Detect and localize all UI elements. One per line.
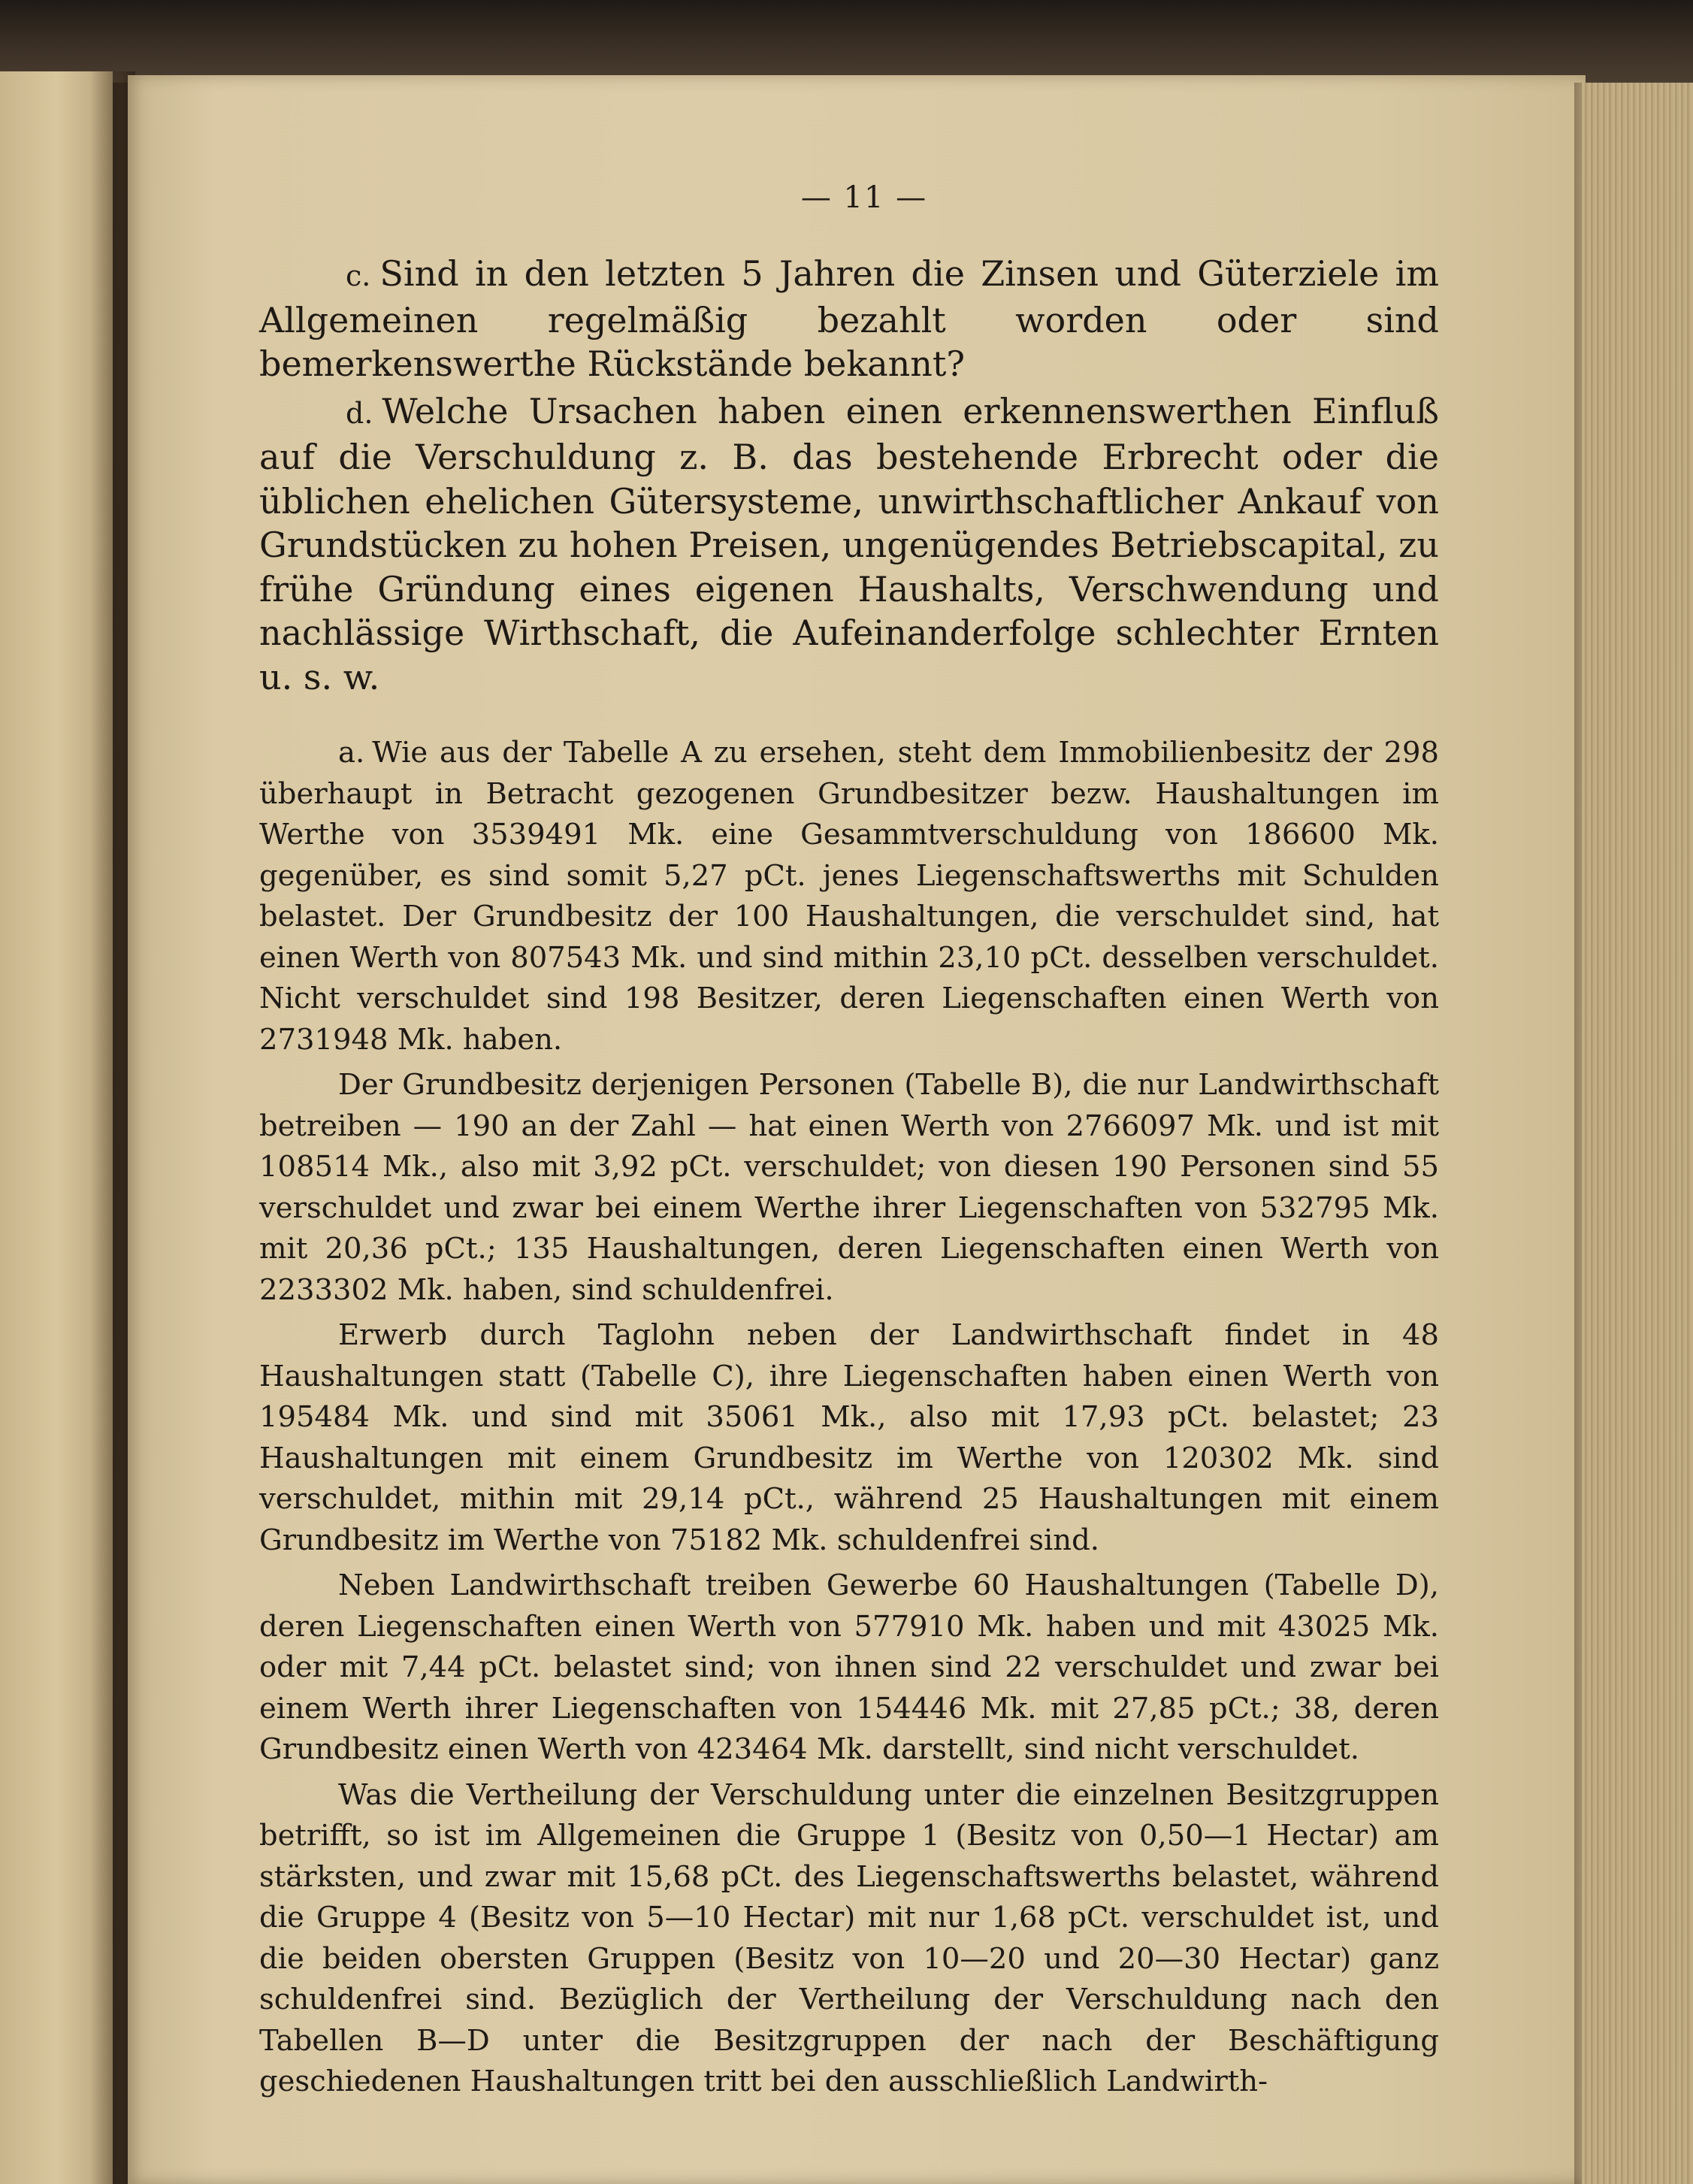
answer-text: Erwerb durch Taglohn neben der Landwirthschaft findet in 48 Haushaltungen statt (Tabelle C), ihre Liegenschaften haben einen Werth von 195484 Mk. und sind mit 35061 Mk., also mit 17,93 pCt. belastet; 23 Haushaltungen mit einem Grundbesitz im Werthe von 120302 Mk. sind verschuldet, mithin mit 29,14 pCt., während 25 Haushaltungen mit einem Grundbesitz im Werthe von 75182 Mk. schuldenfrei sind. xyxy=(259,1318,1439,1557)
question-c xyxy=(259,252,1439,386)
answer-paragraph xyxy=(259,1315,1439,1561)
answer-text: Neben Landwirthschaft treiben Gewerbe 60 Haushaltungen (Tabelle D), deren Liegenschaften einen Werth von 577910 Mk. haben und mit 43025 Mk. oder mit 7,44 pCt. belastet sind; von ihnen sind 22 verschuldet und zwar bei einem Werth ihrer Liegenschaften von 154446 Mk. mit 27,85 pCt.; 38, deren Grundbesitz einen Werth von 423464 Mk. darstellt, sind nicht verschuldet. xyxy=(259,1568,1439,1766)
answer-label: a. xyxy=(338,736,365,770)
answer-paragraph xyxy=(259,1065,1439,1311)
question-text: Welche Ursachen haben einen erkennenswerthen Einfluß auf die Verschuldung z. B. das bestehende Erbrecht oder die üblichen ehelichen Gütersysteme, unwirthschaftlicher Ankauf von Grundstücken zu hohen Preisen, ungenügendes Betriebscapital, zu frühe Gründung eines eigenen Haushalts, Verschwendung und nachlässige Wirthschaft, die Aufeinanderfolge schlechter Ernten u. s. w. xyxy=(259,390,1439,697)
answer-text: Was die Vertheilung der Verschuldung unter die einzelnen Besitzgruppen betrifft, so ist im Allgemeinen die Gruppe 1 (Besitz von 0,50—1 Hectar) am stärksten, und zwar mit 15,68 pCt. des Liegenschaftswerths belastet, während die Gruppe 4 (Besitz von 5—10 Hectar) mit nur 1,68 pCt. verschuldet ist, und die beiden obersten Gruppen (Besitz von 10—20 und 20—30 Hectar) ganz schuldenfrei sind. Bezüglich der Vertheilung der Verschuldung nach den Tabellen B—D unter die Besitzgruppen der nach der Beschäftigung geschiedenen Haushaltungen tritt bei den ausschließlich Landwirth- xyxy=(259,1777,1439,2098)
page-block-edge xyxy=(1582,83,1693,2184)
questions-section xyxy=(259,252,1439,699)
answer-paragraph xyxy=(259,1565,1439,1771)
question-label: c. xyxy=(346,259,371,292)
question-label: d. xyxy=(346,396,373,430)
question-text: Sind in den letzten 5 Jahren die Zinsen und Güterziele im Allgemeinen regelmäßig bezahlt worden oder sind bemerkenswerthe Rückstände bekannt? xyxy=(259,253,1439,384)
answer-paragraph xyxy=(259,1775,1439,2103)
question-d xyxy=(259,389,1439,700)
answers-section xyxy=(259,733,1439,2103)
answer-text: Wie aus der Tabelle A zu ersehen, steht dem Immobilienbesitz der 298 überhaupt in Betracht gezogenen Grundbesitzer bezw. Haushaltungen im Werthe von 3539491 Mk. eine Gesammtverschuldung von 186600 Mk. gegenüber, es sind somit 5,27 pCt. jenes Liegenschaftswerths mit Schulden belastet. Der Grundbesitz der 100 Haushaltungen, die verschuldet sind, hat einen Werth von 807543 Mk. und sind mithin 23,10 pCt. desselben verschuldet. Nicht verschuldet sind 198 Besitzer, deren Liegenschaften einen Werth von 2731948 Mk. haben. xyxy=(259,736,1439,1057)
answer-text: Der Grundbesitz derjenigen Personen (Tabelle B), die nur Landwirthschaft betreiben — 190 an der Zahl — hat einen Werth von 2766097 Mk. und ist mit 108514 Mk., also mit 3,92 pCt. verschuldet; von diesen 190 Personen sind 55 verschuldet und zwar bei einem Werthe ihrer Liegenschaften von 532795 Mk. mit 20,36 pCt.; 135 Haushaltungen, deren Liegenschaften einen Werth von 2233302 Mk. haben, sind schuldenfrei. xyxy=(259,1068,1439,1307)
answer-paragraph xyxy=(259,733,1439,1060)
book-binding-top xyxy=(0,0,1693,83)
page-number: — 11 — xyxy=(800,180,928,215)
